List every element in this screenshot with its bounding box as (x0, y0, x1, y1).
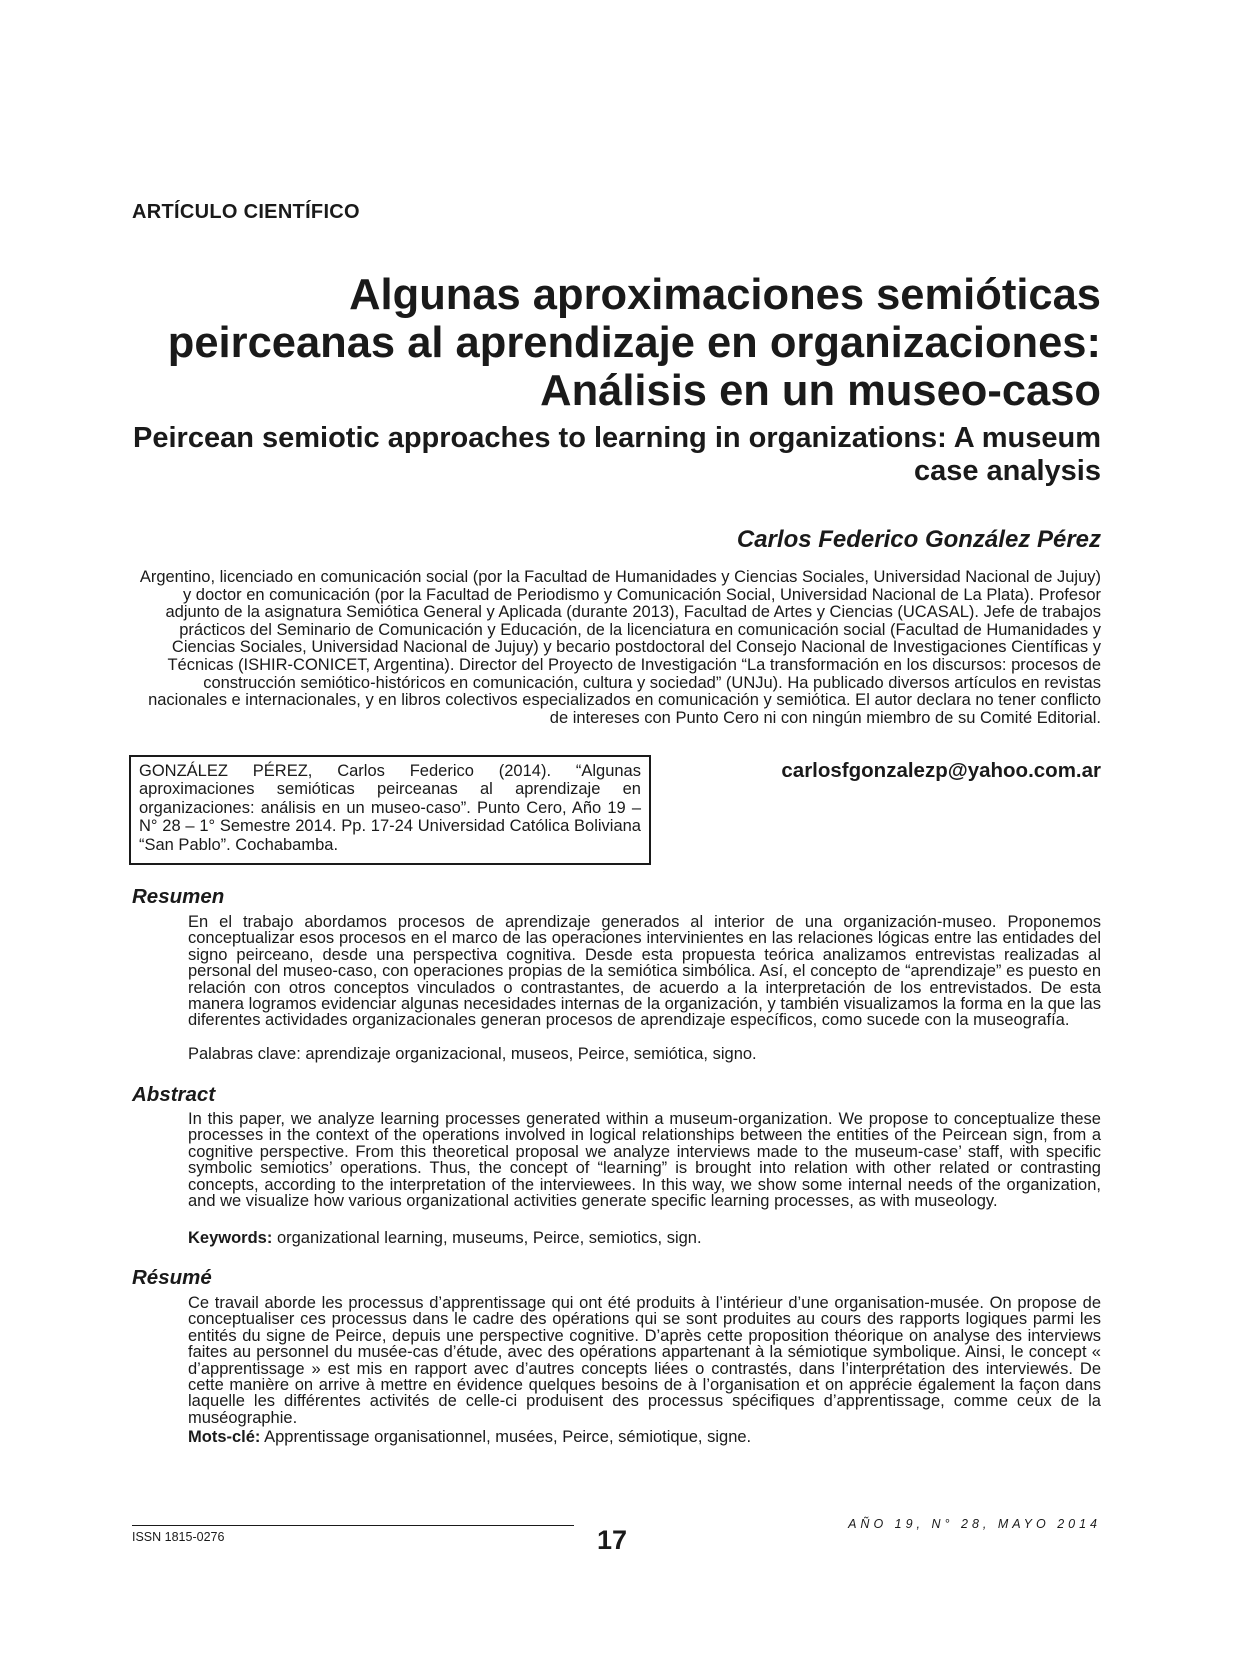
page-number: 17 (597, 1525, 628, 1555)
author-bio: Argentino, licenciado en comunicación social (por la Facultad de Humanidades y Ciencias Sociales, Universidad Nacional de Jujuy) y doctor en comunicación (por la Facultad de Periodismo y Comunicación Social, Universidad Nacional de La Plata). Profesor adjunto de la asignatura Semiótica General y Aplicada (durante 2013), Facultad de Artes y Ciencias (UCASAL). Jefe de trabajos prácticos del Seminario de Comunicación y Educación, de la licenciatura en comunicación social (Facultad de Humanidades y Ciencias Sociales, Universidad Nacional de Jujuy) y becario postdoctoral del Consejo Nacional de Investigaciones Científicas y Técnicas (ISHIR-CONICET, Argentina). Director del Proyecto de Investigación “La transformación en los discursos: procesos de construcción semiótico-históricos en comunicación, cultura y sociedad” (UNJu). Ha publicado diversos artículos en revistas nacionales e internacionales, y en libros colectivos especializados en comunicación y semiótica. El autor declara no tener conflicto de intereses con Punto Cero ni con ningún miembro de su Comité Editorial. (139, 568, 1101, 727)
abstract-heading: Abstract (132, 1083, 216, 1106)
author-email[interactable]: carlosfgonzalezp@yahoo.com.ar (781, 759, 1101, 782)
resumen-heading: Resumen (132, 885, 225, 908)
article-title-spanish: Algunas aproximaciones semióticas peirceanas al aprendizaje en organizaciones: Análisis en un museo-caso (167, 271, 1101, 415)
abstract-keywords-values: organizational learning, museums, Peirce, semiotics, sign. (276, 1229, 702, 1247)
resume-keywords-values: Apprentissage organisationnel, musées, Peirce, sémiotique, signe. (264, 1428, 752, 1446)
issn: ISSN 1815-0276 (132, 1530, 225, 1544)
resume-text: Ce travail aborde les processus d’apprentissage qui ont été produits à l’intérieur d’une organisation-musée. On propose de conceptualiser ces processus dans le cadre des opérations qui se sont produites au cours des rapports logiques parmi les entités du signe de Peirce, depuis une perspective cognitive. D’après cette proposition théorique on analyse des interviews faites au personnel du musée-cas d’étude, avec des opérations appartenant à la sémiotique symbolique. Ainsi, le concept « d’apprentissage » est mis en rapport avec d’autres concepts liées o contrastés, dans l’interprétation des interviewés. De cette manière on arrive à mettre en évidence quelques besoins de à l’organisation et on apprécie également la façon dans laquelle les différentes activités de celle-ci produisent des processus spécifiques d’apprentissage, comme ceux de la muséographie. (188, 1294, 1101, 1427)
resume-keywords-label: Mots-clé: (188, 1428, 261, 1446)
section-label: ARTÍCULO CIENTÍFICO (132, 201, 360, 223)
resume-keywords (188, 1428, 1101, 1447)
citation-box: GONZÁLEZ PÉREZ, Carlos Federico (2014). “Algunas aproximaciones semióticas peirceanas al aprendizaje en organizaciones: análisis en un museo-caso”. Punto Cero, Año 19 – N° 28 – 1° Semestre 2014. Pp. 17-24 Universidad Católica Boliviana “San Pablo”. Cochabamba. (129, 755, 651, 865)
abstract-keywords (188, 1229, 1101, 1248)
abstract-keywords-label: Keywords: (188, 1229, 273, 1247)
resumen-text: En el trabajo abordamos procesos de aprendizaje generados al interior de una organización-museo. Proponemos conceptualizar esos procesos en el marco de las operaciones intervinientes en las relaciones lógicas entre las entidades del signo peirceano, desde una perspectiva cognitiva. Desde esta propuesta teórica analizamos entrevistas realizadas al personal del museo-caso, con operaciones propias de la semiótica simbólica. Así, el concepto de “aprendizaje” es puesto en relación con otros conceptos vinculados o contrastantes, de acuerdo a la interpretación de los entrevistados. De esta manera logramos evidenciar algunas necesidades internas de la organización, y también visualizamos la forma en la que las diferentes actividades organizacionales generan procesos de aprendizaje específicos, como sucede con la museografía. (188, 913, 1101, 1030)
article-title-english: Peircean semiotic approaches to learning in organizations: A museum case analysis (133, 422, 1101, 487)
resume-heading: Résumé (132, 1266, 212, 1289)
footer-divider (132, 1525, 574, 1526)
author-name: Carlos Federico González Pérez (736, 526, 1101, 553)
resumen-keywords: Palabras clave: aprendizaje organizacional, museos, Peirce, semiótica, signo. (188, 1045, 757, 1063)
issue-info: AÑO 19, N° 28, MAYO 2014 (848, 1517, 1101, 1531)
abstract-text: In this paper, we analyze learning processes generated within a museum-organization. We propose to conceptualize these processes in the context of the operations involved in logical relationships between the entities of the Peircean sign, from a cognitive perspective. From this theoretical proposal we analyze interviews made to the museum-case’ staff, with specific symbolic semiotics’ operations. Thus, the concept of “learning” is brought into relation with other related or contrasting concepts, according to the interpretation of the interviewees. In this way, we show some internal needs of the organization, and we visualize how various organizational activities generate specific learning processes, as with museology. (188, 1110, 1101, 1211)
